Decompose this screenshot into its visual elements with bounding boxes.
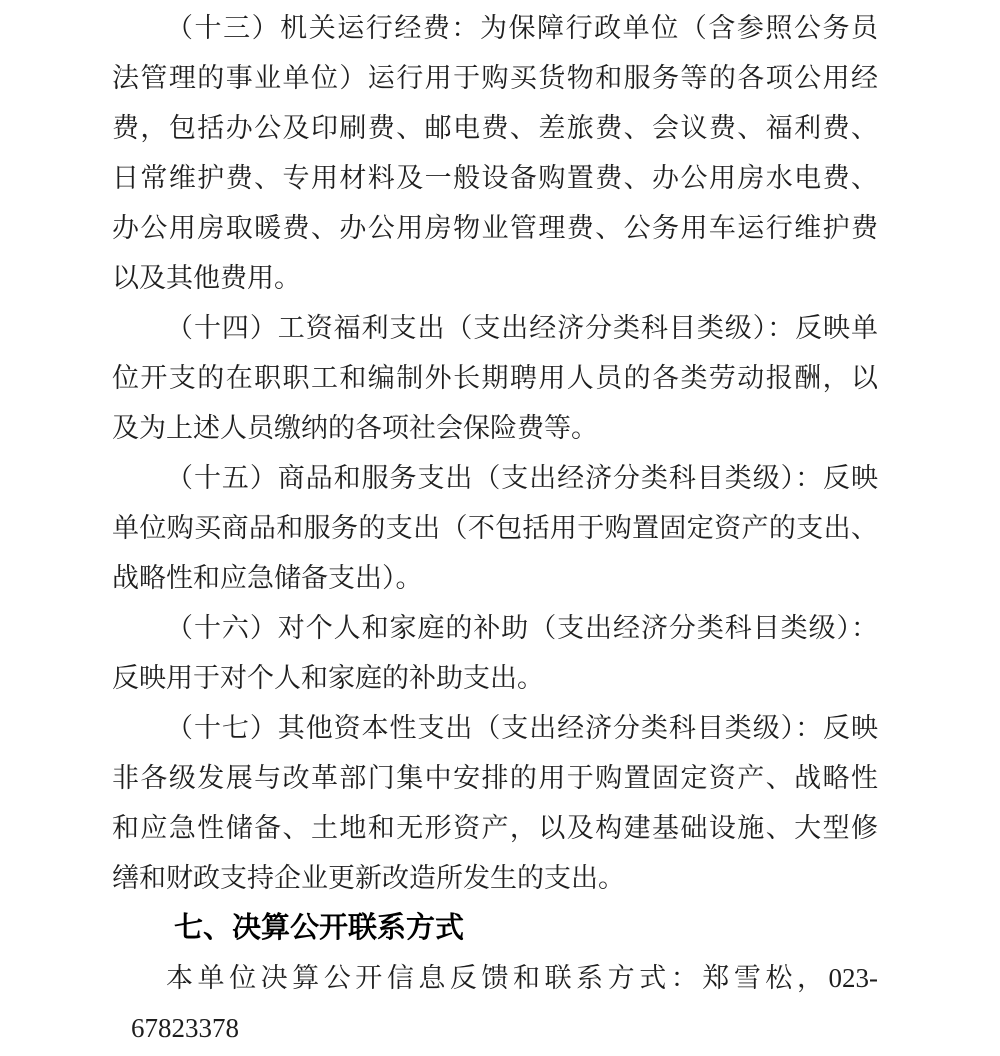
text-line: （十五）商品和服务支出（支出经济分类科目类级）：反映 [166,463,878,493]
text-line: 位开支的在职职工和编制外长期聘用人员的各类劳动报酬，以 [112,363,878,393]
text-line: 67823378 [131,1013,239,1043]
text-line: 单位购买商品和服务的支出（不包括用于购置固定资产的支出、 [112,513,878,543]
text-line: 战略性和应急储备支出）。 [112,563,423,593]
text-line: 费，包括办公及印刷费、邮电费、差旅费、会议费、福利费、 [112,113,878,143]
text-line: 缮和财政支持企业更新改造所发生的支出。 [112,863,625,893]
text-line: 非各级发展与改革部门集中安排的用于购置固定资产、战略性 [112,763,878,793]
text-line: （十七）其他资本性支出（支出经济分类科目类级）：反映 [166,713,878,743]
text-line: 本单位决算公开信息反馈和联系方式：郑雪松，023- [166,963,878,993]
text-line: 及为上述人员缴纳的各项社会保险费等。 [112,413,598,443]
text-line: （十四）工资福利支出（支出经济分类科目类级）：反映单 [166,313,878,343]
document-body [112,3,878,1053]
text-line: 法管理的事业单位）运行用于购买货物和服务等的各项公用经 [112,63,878,93]
text-line: 反映用于对个人和家庭的补助支出。 [112,663,544,693]
text-line: （十三）机关运行经费：为保障行政单位（含参照公务员 [166,13,878,43]
section-heading: 七、决算公开联系方式 [174,912,465,944]
text-line: 以及其他费用。 [112,263,301,293]
text-line: 办公用房取暖费、办公用房物业管理费、公务用车运行维护费 [112,213,878,243]
text-line: 日常维护费、专用材料及一般设备购置费、办公用房水电费、 [112,163,878,193]
text-line: 和应急性储备、土地和无形资产，以及构建基础设施、大型修 [112,813,878,843]
text-line: （十六）对个人和家庭的补助（支出经济分类科目类级）： [166,613,878,643]
